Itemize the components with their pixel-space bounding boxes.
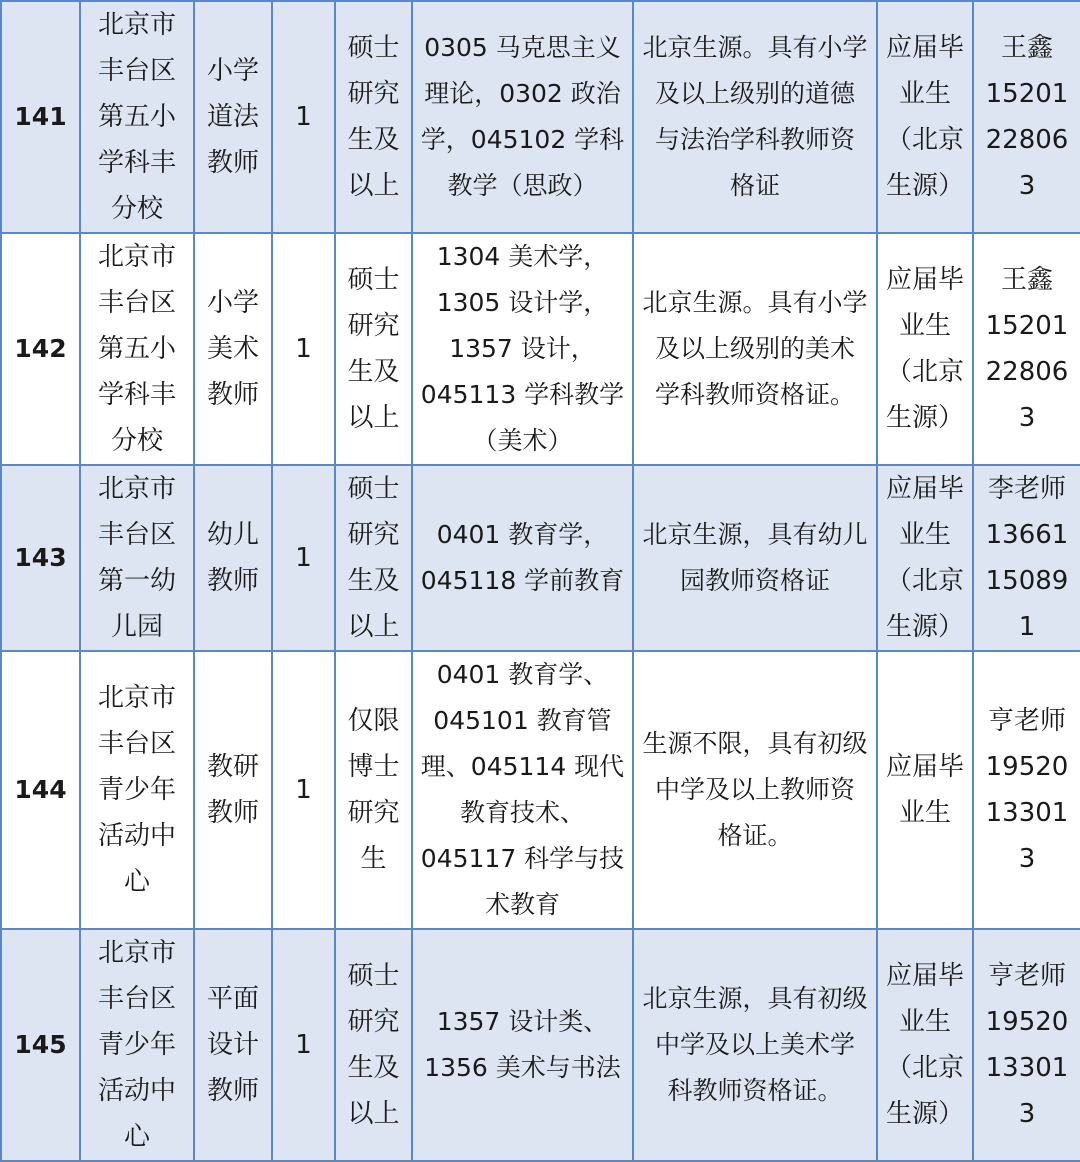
headcount: 1 [272,929,335,1161]
position-name: 小学 道法 教师 [194,1,272,233]
hiring-unit: 北京市 丰台区 第五小 学科丰 分校 [80,1,194,233]
major-requirement: 1304 美术学， 1305 设计学， 1357 设计， 045113 学科教学 （美术） [412,233,633,465]
target-applicants: 应届毕 业生 （北京 生源） [877,233,973,465]
target-applicants: 应届毕 业生 （北京 生源） [877,465,973,651]
major-requirement: 0401 教育学， 045118 学前教育 [412,465,633,651]
target-applicants: 应届毕 业生 （北京 生源） [877,1,973,233]
other-requirement: 北京生源。具有小学 及以上级别的美术 学科教师资格证。 [633,233,877,465]
contact-info: 亨老师 19520 13301 3 [973,929,1080,1161]
contact-info: 亨老师 19520 13301 3 [973,651,1080,929]
target-applicants: 应届毕 业生 [877,651,973,929]
position-name: 幼儿 教师 [194,465,272,651]
table-row [1,651,1080,929]
row-number: 141 [1,1,80,233]
position-name: 小学 美术 教师 [194,233,272,465]
row-number: 144 [1,651,80,929]
row-number: 143 [1,465,80,651]
hiring-unit: 北京市 丰台区 第一幼 儿园 [80,465,194,651]
headcount: 1 [272,465,335,651]
table-row [1,465,1080,651]
major-requirement: 1357 设计类、 1356 美术与书法 [412,929,633,1161]
headcount: 1 [272,651,335,929]
other-requirement: 北京生源，具有初级 中学及以上美术学 科教师资格证。 [633,929,877,1161]
other-requirement: 生源不限，具有初级 中学及以上教师资 格证。 [633,651,877,929]
degree-requirement: 硕士 研究 生及 以上 [335,233,412,465]
headcount: 1 [272,233,335,465]
degree-requirement: 硕士 研究 生及 以上 [335,1,412,233]
degree-requirement: 仅限 博士 研究 生 [335,651,412,929]
table-row [1,1,1080,233]
other-requirement: 北京生源，具有幼儿 园教师资格证 [633,465,877,651]
hiring-unit: 北京市 丰台区 第五小 学科丰 分校 [80,233,194,465]
major-requirement: 0401 教育学、 045101 教育管 理、045114 现代 教育技术、 045117 科学与技 术教育 [412,651,633,929]
contact-info: 李老师 13661 15089 1 [973,465,1080,651]
table-row [1,929,1080,1161]
contact-info: 王鑫 15201 22806 3 [973,233,1080,465]
position-name: 平面 设计 教师 [194,929,272,1161]
hiring-unit: 北京市 丰台区 青少年 活动中 心 [80,929,194,1161]
row-number: 145 [1,929,80,1161]
degree-requirement: 硕士 研究 生及 以上 [335,465,412,651]
table-row [1,233,1080,465]
target-applicants: 应届毕 业生 （北京 生源） [877,929,973,1161]
hiring-unit: 北京市 丰台区 青少年 活动中 心 [80,651,194,929]
major-requirement: 0305 马克思主义 理论，0302 政治 学，045102 学科 教学（思政） [412,1,633,233]
position-name: 教研 教师 [194,651,272,929]
contact-info: 王鑫 15201 22806 3 [973,1,1080,233]
headcount: 1 [272,1,335,233]
row-number: 142 [1,233,80,465]
other-requirement: 北京生源。具有小学 及以上级别的道德 与法治学科教师资 格证 [633,1,877,233]
degree-requirement: 硕士 研究 生及 以上 [335,929,412,1161]
